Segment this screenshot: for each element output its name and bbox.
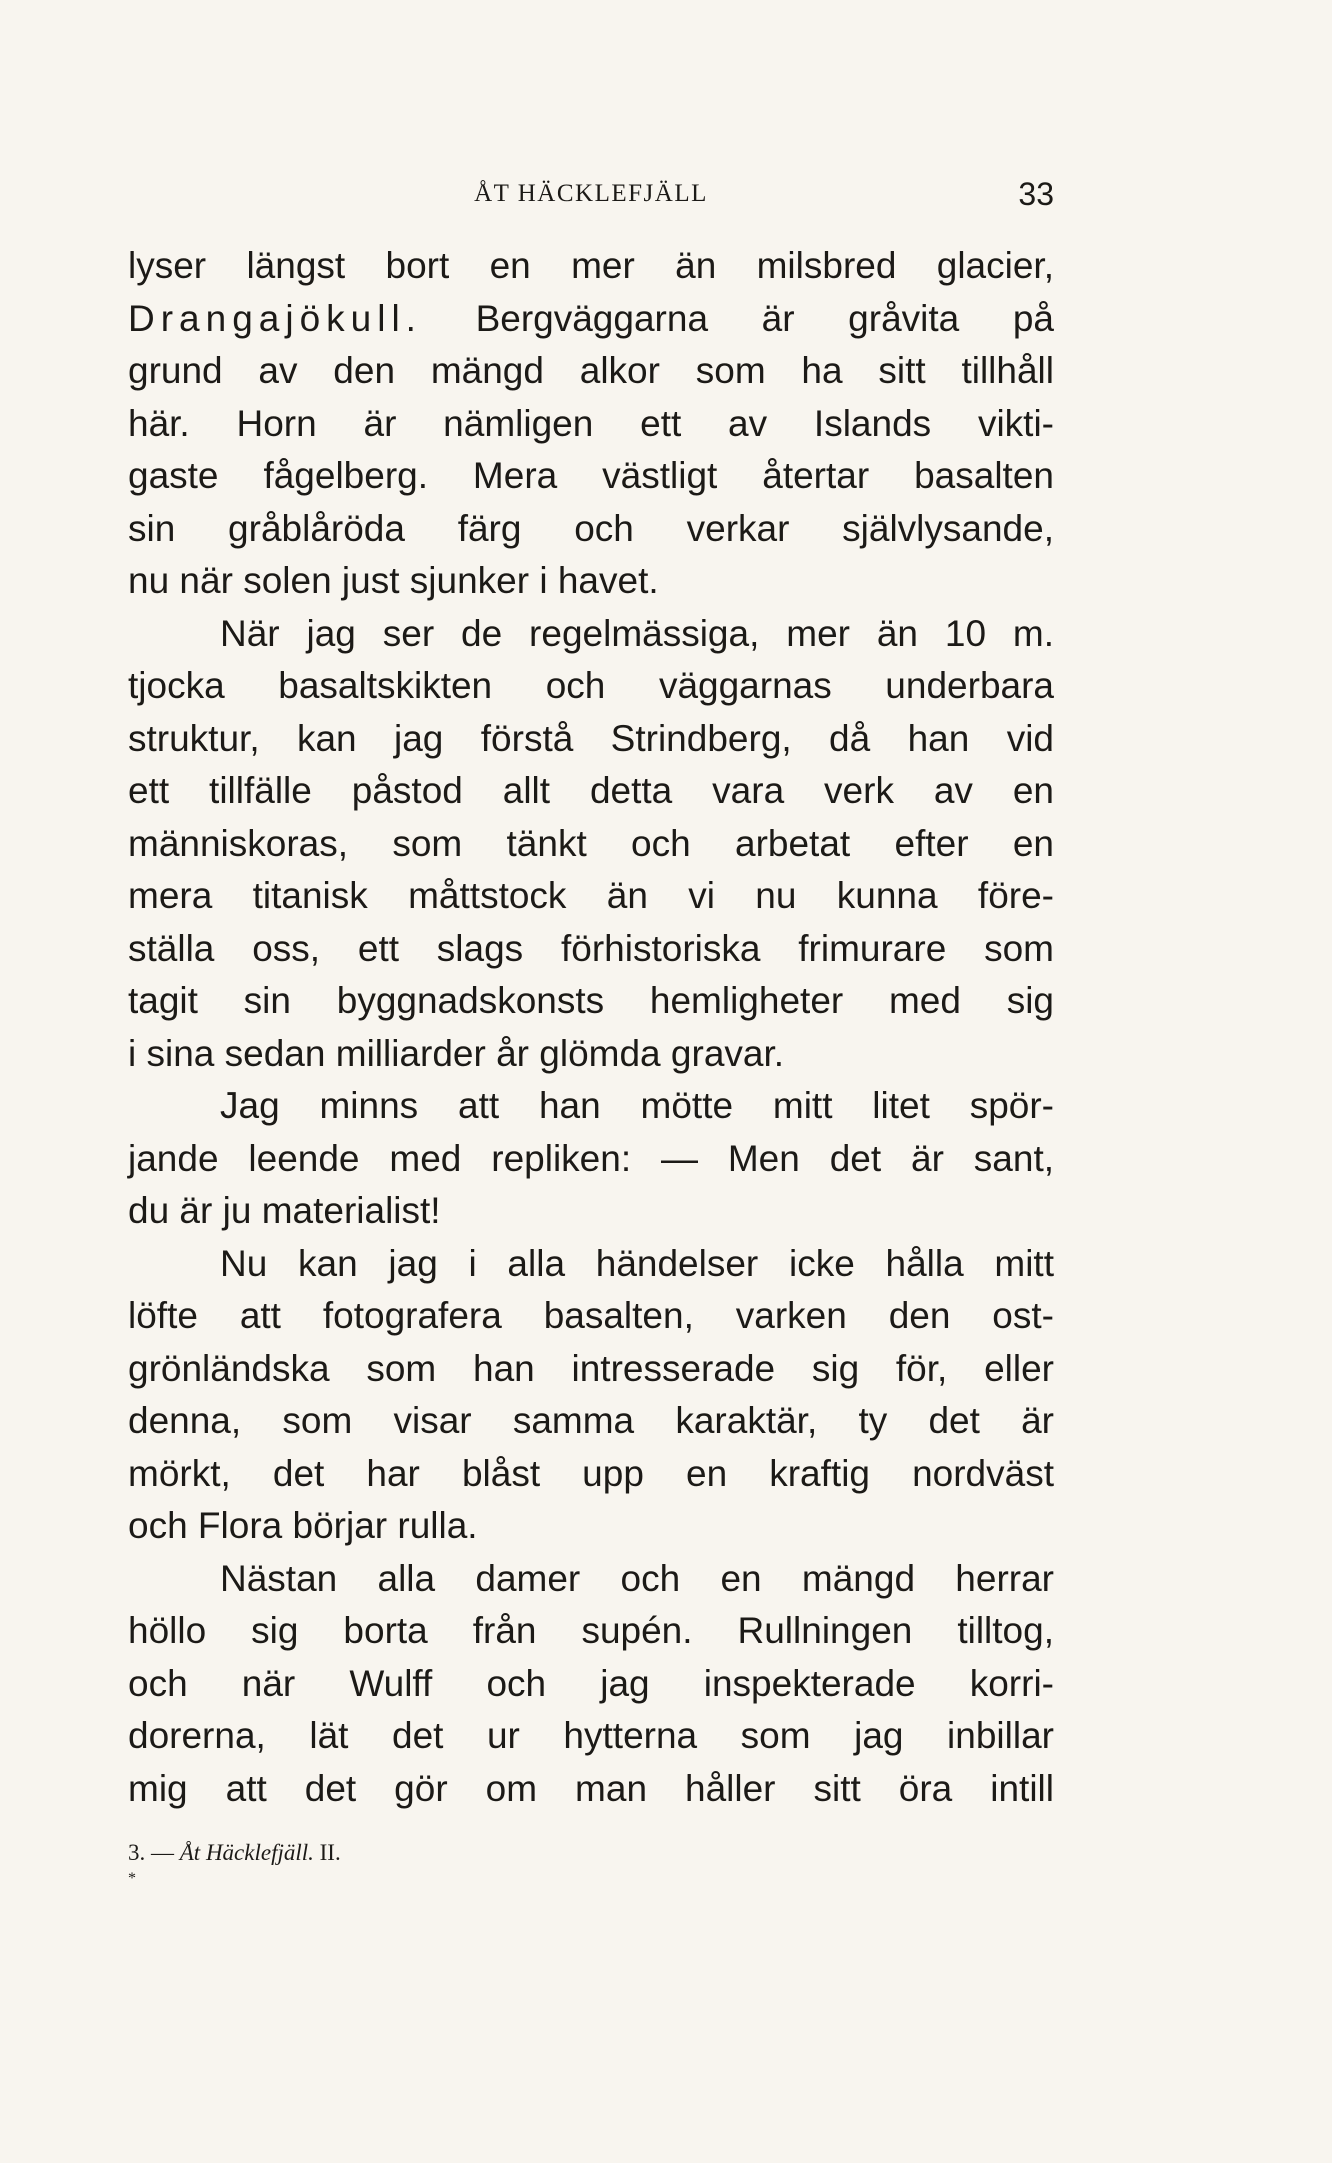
text-line: ett tillfälle påstod allt detta vara verk av en (128, 770, 1054, 811)
text-line: lyser längst bort en mer än milsbred glacier, (128, 245, 1054, 286)
text-line: tjocka basaltskikten och väggarnas underbara (128, 665, 1054, 706)
text-line: och Flora börjar rulla. (128, 1505, 478, 1546)
text-line: mörkt, det har blåst upp en kraftig nordväst (128, 1452, 1054, 1494)
page-number: 33 (1018, 176, 1054, 212)
text-line: här. Horn är nämligen ett av Islands vikti- (128, 402, 1054, 444)
text-line: tagit sin byggnadskonsts hemligheter med sig (128, 980, 1054, 1021)
text-line: mig att det gör om man håller sitt öra intill (128, 1767, 1054, 1809)
paragraph (128, 608, 1054, 1081)
text-line: höllo sig borta från supén. Rullningen tilltog, (128, 1610, 1054, 1651)
running-head: ÅT HÄCKLEFJÄLL (474, 180, 708, 207)
paragraph (128, 1080, 1054, 1238)
text-line: människoras, som tänkt och arbetat efter en (128, 822, 1054, 864)
text-line-rest: Bergväggarna är gråvita på (421, 297, 1054, 339)
text-line: nu när solen just sjunker i havet. (128, 560, 659, 601)
text-line: i sina sedan milliarder år glömda gravar. (128, 1032, 785, 1074)
paragraph (128, 240, 1054, 608)
text-line: mera titanisk måttstock än vi nu kunna före- (128, 875, 1054, 916)
footer-asterisk: * (128, 1870, 136, 1887)
text-line: denna, som visar samma karaktär, ty det är (128, 1400, 1054, 1441)
text-line: grund av den mängd alkor som ha sitt tillhåll (128, 350, 1054, 391)
text-line: ställa oss, ett slags förhistoriska frimurare som (128, 927, 1054, 969)
footer-dash: — (151, 1840, 174, 1865)
text-line: gaste fågelberg. Mera västligt återtar basalten (128, 455, 1054, 496)
signature-number: 3. (128, 1840, 146, 1865)
text-line: Nu kan jag i alla händelser icke hålla mitt (220, 1242, 1054, 1284)
text-line: jande leende med repliken: — Men det är sant, (128, 1137, 1054, 1179)
signature-footer (128, 1840, 728, 1887)
text-line: sin gråblåröda färg och verkar självlysande, (128, 507, 1054, 549)
page-header (128, 176, 1054, 220)
paragraph (128, 1238, 1054, 1553)
text-line: grönländska som han intresserade sig för, eller (128, 1347, 1054, 1389)
text-line: Nästan alla damer och en mängd herrar (220, 1557, 1054, 1599)
text-line: struktur, kan jag förstå Strindberg, då han vid (128, 717, 1054, 759)
footer-book-title: Åt Häcklefjäll. (179, 1840, 314, 1865)
spaced-place-name: Drangajökull. (128, 297, 422, 339)
body-text (128, 240, 1054, 1815)
text-line: löfte att fotografera basalten, varken den ost- (128, 1295, 1054, 1336)
text-line: När jag ser de regelmässiga, mer än 10 m. (220, 612, 1054, 654)
text-line: och när Wulff och jag inspekterade korri- (128, 1662, 1054, 1704)
text-line: dorerna, lät det ur hytterna som jag inbillar (128, 1715, 1054, 1756)
paragraph (128, 1553, 1054, 1816)
text-line (128, 293, 1054, 346)
footer-volume: II. (319, 1840, 341, 1865)
text-line: du är ju materialist! (128, 1190, 441, 1231)
text-line: Jag minns att han mötte mitt litet spör- (220, 1085, 1054, 1126)
